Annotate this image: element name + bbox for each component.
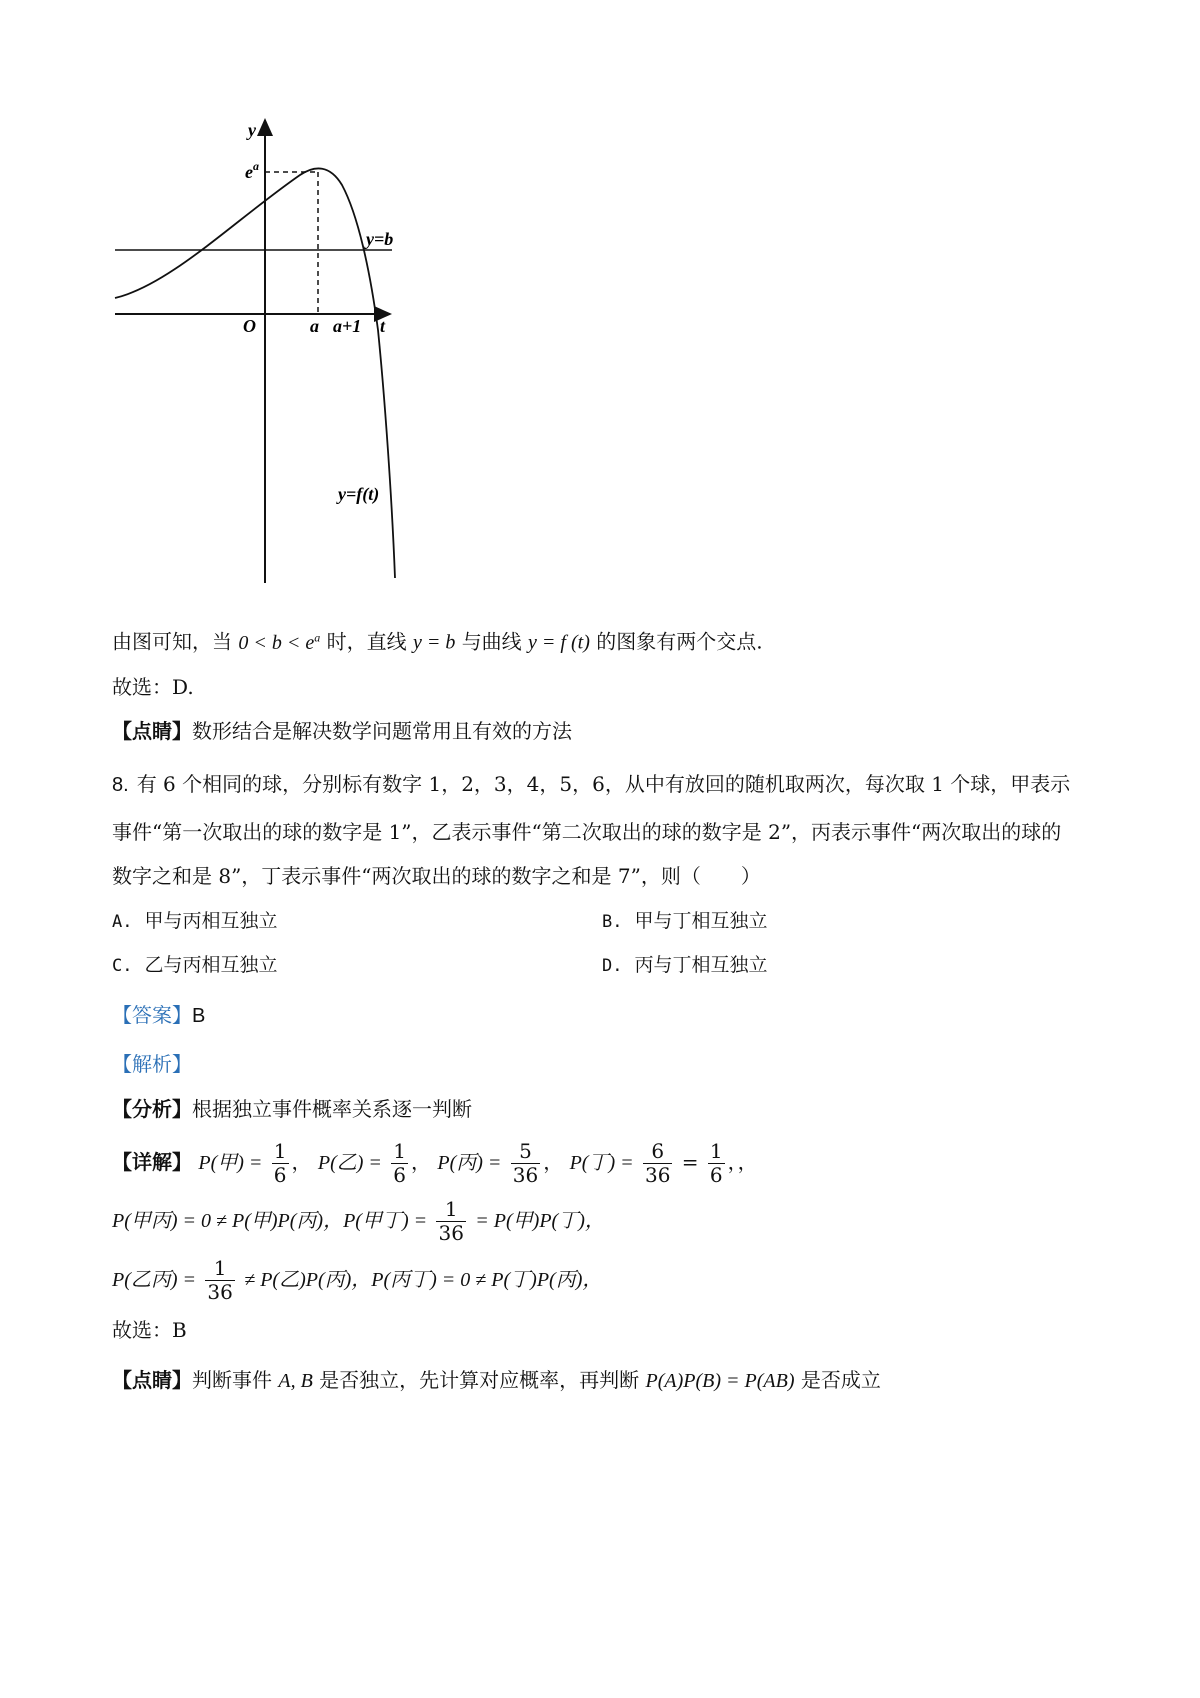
text: 由图可知，当 [112,629,232,654]
peak-label: $e^a$ [245,159,259,182]
question-8-line3: 数字之和是 8”，丁表示事件“两次取出的球的数字之和是 7”，则（ ） [112,864,761,888]
t-axis-label: t [380,316,386,336]
curve-label: y=f(t) [338,484,380,504]
xiangjie-row1: 【详解】 P(甲) = $\frac{1}{6}$ ， P(乙) = $\frac{1}{6}$ ， P(丙) = $\frac{5}{36}$ ， P(丁) = $\frac{6}{36}$ = $\frac{1}{6}$ ，， [112,1139,758,1187]
option-a: A. 甲与丙相互独立 [112,910,278,932]
xiangjie-row2: P(甲丙) = 0 ≠ P(甲)P(丙)，P(甲丁) = $\frac{1}{36}$ = P(甲)P(丁)， [112,1197,605,1245]
xiangjie-row3: P(乙丙) = $\frac{1}{36}$ ≠ P(乙)P(丙)，P(丙丁) = 0 ≠ P(丁)P(丙)， [112,1256,603,1304]
y-axis-label: y [248,120,256,140]
answer-line: 【答案】B [112,1003,206,1027]
guxuan-2: 故选：B [112,1318,187,1342]
math-condition: $0 < b < e^a$ [238,630,321,654]
dianjing-2: 【点睛】判断事件 A, B 是否独立，先计算对应概率，再判断 P(A)P(B) = P(AB) 是否成立 [112,1368,881,1392]
question-8-line1: 8. 有 6 个相同的球，分别标有数字 1，2，3，4，5，6，从中有放回的随机取两次，每次取 1 个球，甲表示 [112,772,1071,796]
math-eq1: y = b [412,631,456,654]
conclusion-line [112,622,763,658]
option-c: C. 乙与丙相互独立 [112,954,278,976]
text: 的图象有两个交点. [596,629,763,654]
dianjing-1: 【点睛】数形结合是解决数学问题常用且有效的方法 [112,719,572,743]
jiexi-heading: 【解析】 [112,1052,192,1076]
line-label: y=b [366,229,394,249]
a1-tick-label: a+1 [333,316,362,336]
function-graph [0,0,1200,600]
text: 与曲线 [461,629,522,654]
fenxi-line: 【分析】根据独立事件概率关系逐一判断 [112,1097,472,1121]
option-d: D. 丙与丁相互独立 [602,954,768,976]
a-tick-label: a [310,316,319,336]
option-b: B. 甲与丁相互独立 [602,910,768,932]
guxuan-1: 故选：D. [112,675,194,699]
text: 时，直线 [326,629,407,654]
question-8-line2: 事件“第一次取出的球的数字是 1”，乙表示事件“第二次取出的球的数字是 2”，丙表示事件“两次取出的球的 [112,820,1062,844]
curve-f-t [115,168,395,578]
origin-label: O [243,316,256,336]
math-eq2: y = f (t) [528,631,590,654]
